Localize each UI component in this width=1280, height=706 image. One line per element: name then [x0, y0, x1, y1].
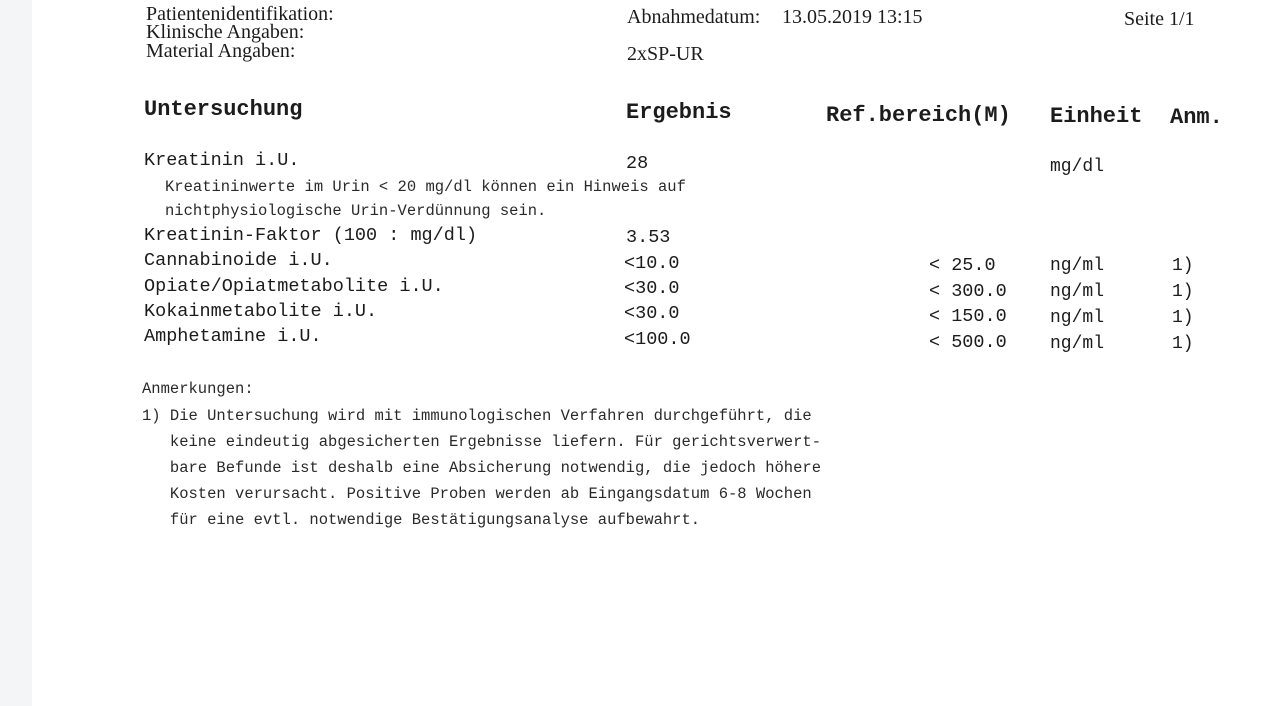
table-row-result: <30.0	[624, 278, 680, 299]
table-row-test: Amphetamine i.U.	[144, 326, 322, 347]
table-row-unit: ng/ml	[1050, 334, 1105, 354]
table-row-test: Kokainmetabolite i.U.	[144, 301, 378, 322]
remarks-line: Kosten verursacht. Positive Proben werden ab Eingangsdatum 6-8 Wochen	[142, 485, 812, 503]
table-row-note: 1)	[1172, 282, 1194, 302]
table-row-note: 1)	[1172, 334, 1194, 354]
remarks-line: für eine evtl. notwendige Bestätigungsanalyse aufbewahrt.	[142, 511, 701, 529]
material-value: 2xSP-UR	[627, 43, 704, 65]
table-row-unit: mg/dl	[1050, 157, 1105, 177]
table-row-test: Kreatinin-Faktor (100 : mg/dl)	[144, 225, 478, 246]
column-note: Anm.	[1170, 105, 1223, 130]
table-row-result: 3.53	[626, 227, 671, 248]
table-row-reference: < 300.0	[929, 281, 1007, 302]
remarks-line: keine eindeutig abgesicherten Ergebnisse liefern. Für gerichtsverwert-	[142, 433, 822, 451]
lab-report-page	[32, 0, 1280, 706]
column-reference-range: Ref.bereich(M)	[826, 103, 1011, 128]
table-row-result: <10.0	[624, 253, 680, 274]
column-unit: Einheit	[1050, 104, 1143, 129]
table-row-reference: < 500.0	[929, 332, 1007, 353]
table-row-test: Cannabinoide i.U.	[144, 250, 333, 271]
table-row-note: 1)	[1172, 308, 1194, 328]
table-row-note: 1)	[1172, 256, 1194, 276]
table-row-reference: < 25.0	[929, 255, 996, 276]
collection-date-label: Abnahmedatum:	[627, 6, 761, 28]
remarks-line: bare Befunde ist deshalb eine Absicherung notwendig, die jedoch höhere	[142, 459, 822, 477]
remarks-title: Anmerkungen:	[142, 380, 254, 398]
clinical-info-label: Klinische Angaben:	[146, 21, 305, 43]
kreatinin-comment-line: Kreatininwerte im Urin < 20 mg/dl können ein Hinweis auf	[165, 178, 686, 196]
material-info-label: Material Angaben:	[146, 40, 296, 62]
table-row-test: Opiate/Opiatmetabolite i.U.	[144, 276, 444, 297]
table-row-unit: ng/ml	[1050, 308, 1105, 328]
table-row-unit: ng/ml	[1050, 256, 1105, 276]
column-result: Ergebnis	[626, 100, 732, 125]
table-row-test: Kreatinin i.U.	[144, 150, 300, 171]
collection-date-value: 13.05.2019 13:15	[782, 6, 923, 28]
table-row-unit: ng/ml	[1050, 282, 1105, 302]
table-row-result: <30.0	[624, 303, 680, 324]
remarks-line: 1) Die Untersuchung wird mit immunologischen Verfahren durchgeführt, die	[142, 407, 812, 425]
column-test: Untersuchung	[144, 97, 303, 122]
table-row-result: <100.0	[624, 329, 691, 350]
table-row-result: 28	[626, 153, 649, 174]
patient-id-label: Patientenidentifikation:	[146, 3, 334, 25]
kreatinin-comment-line: nichtphysiologische Urin-Verdünnung sein.	[165, 202, 547, 220]
page-indicator: Seite 1/1	[1124, 8, 1195, 30]
table-row-reference: < 150.0	[929, 306, 1007, 327]
